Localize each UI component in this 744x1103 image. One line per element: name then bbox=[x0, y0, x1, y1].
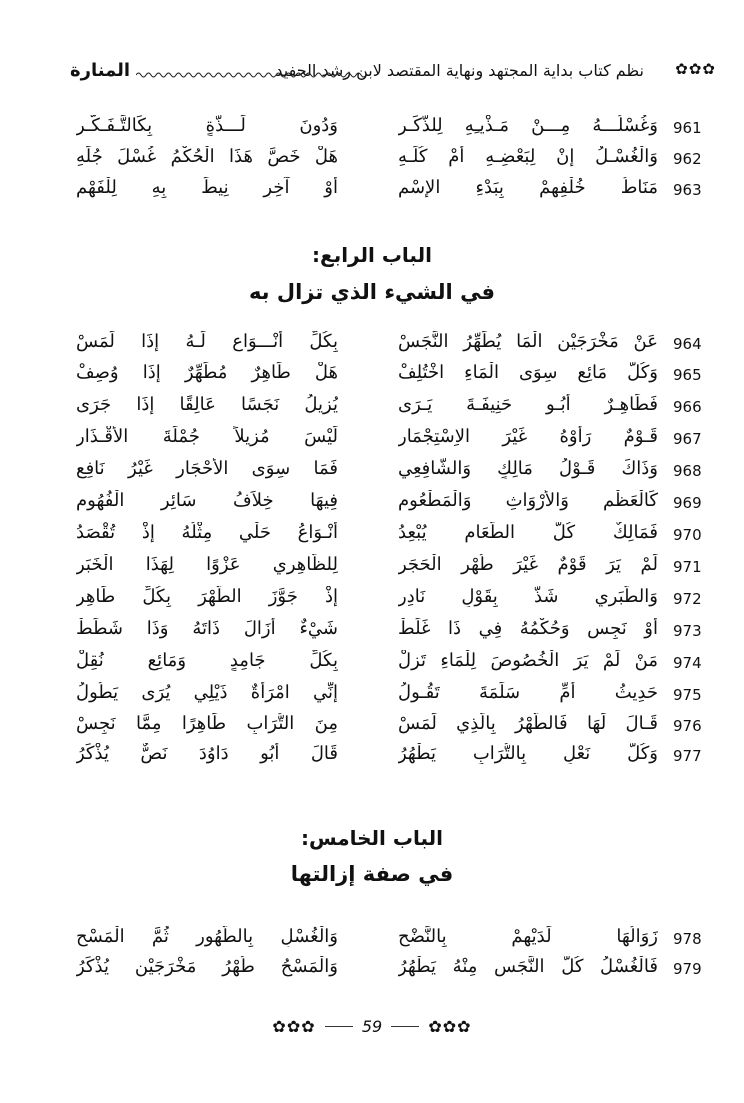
verse-second-hemistich: لَيْسَ مُزِيلاً جُمْلَةَ الأَقْـذَارِ bbox=[76, 426, 338, 447]
verse-second-hemistich: مِنَ التُّرَابِ طَاهِرًا مِمَّا نَجِسْ bbox=[76, 713, 338, 734]
verse-number: 966 bbox=[673, 398, 702, 416]
verse-number: 977 bbox=[673, 747, 702, 765]
verse-row bbox=[70, 331, 720, 361]
verse-first-hemistich: كَالْعَظْمِ وَالأَرْوَاثِ وَالْمَطْعُومِ bbox=[398, 490, 658, 511]
verse-second-hemistich: قَالَ أَبُو دَاوُدَ نَصٌّ يُذْكَرُ bbox=[76, 743, 338, 764]
verse-first-hemistich: وَكُلُّ نَعْلٍ بِالتُّرَابِ يَطْهُرُ bbox=[398, 743, 658, 764]
verse-number: 964 bbox=[673, 335, 702, 353]
verse-first-hemistich: قَـالَ لَهَا فَالطُّهْرُ بِالَّذِي لَمَسْ bbox=[398, 713, 658, 734]
verse-second-hemistich: إِنِّي امْرَأَةٌ ذَيْلِي يُرَى يَطُولُ bbox=[76, 682, 338, 703]
verse-first-hemistich: أَوْ نَجِسٍ وَحُكْمُهُ فِي ذَا غَلَطْ bbox=[398, 618, 658, 639]
verse-row bbox=[70, 650, 720, 680]
verse-second-hemistich: وَالْمَسْحُ طُهْرُ مَخْرَجَيْنِ يُذْكَرُ bbox=[76, 956, 338, 977]
verse-first-hemistich: وَكُلُّ مَائِعٍ سِوَى الْمَاءِ اخْتُلِفْ bbox=[398, 362, 658, 383]
verse-first-hemistich: فَالْغُسْلُ كُلَّ النَّجَسِ مِنْهُ يَطْهُرُ bbox=[398, 956, 658, 977]
verse-number: 978 bbox=[673, 930, 702, 948]
verse-row bbox=[70, 146, 720, 176]
verse-row bbox=[70, 490, 720, 520]
verse-number: 962 bbox=[673, 150, 702, 168]
verse-first-hemistich: فَطَاهِـرٌ أَبُـو حَنِيفَـةَ يَـرَى bbox=[398, 394, 658, 415]
verse-second-hemistich: وَدُونَ لَـــذَّةٍ بِكَالتَّـفَـكُّـرِ bbox=[76, 115, 338, 136]
verse-row bbox=[70, 426, 720, 456]
verse-row bbox=[70, 926, 720, 956]
verse-second-hemistich: وَالْغُسْلِ بِالطَّهُورِ ثُمَّ الْمَسْحِ bbox=[76, 926, 338, 947]
header-ornament-icon: ✿✿✿ bbox=[675, 60, 716, 78]
verse-first-hemistich: لَمْ يَرَ قَوْمٌ غَيْرَ طُهْرِ الْحَجَرِ bbox=[398, 554, 658, 575]
footer-rule bbox=[391, 1026, 419, 1027]
verse-row bbox=[70, 956, 720, 986]
footer-ornament-icon: ✿✿✿ bbox=[272, 1017, 316, 1036]
verse-number: 975 bbox=[673, 686, 702, 704]
section-heading: الباب الرابع: bbox=[312, 243, 432, 267]
verse-second-hemistich: هَلْ طَاهِرٌ مُطَهِّرٌ إِذَا وُصِفْ bbox=[76, 362, 338, 383]
verse-row bbox=[70, 522, 720, 552]
verse-number: 970 bbox=[673, 526, 702, 544]
verse-second-hemistich: بِكُلِّ أَنْـــوَاعٍ لَـهُ إِذَا لَمَسْ bbox=[76, 331, 338, 352]
verse-second-hemistich: هَلْ خَصَّ هَذَا الْحُكْمُ غُسْلَ جُلِّهِ bbox=[76, 146, 338, 167]
header-wavy-rule bbox=[136, 71, 366, 79]
verse-first-hemistich: قَـوْمٌ رَأَوْهُ غَيْرَ الاِسْتِجْمَارِ bbox=[398, 426, 658, 447]
verse-second-hemistich: إِذْ جَوَّزَ الطُّهْرَ بِكُلِّ طَاهِرِ bbox=[76, 586, 338, 607]
verse-second-hemistich: فِيهَا خِلاَفُ سَائِرِ الْفُهُومِ bbox=[76, 490, 338, 511]
verse-row bbox=[70, 713, 720, 743]
verse-row bbox=[70, 618, 720, 648]
section-subheading: في صفة إزالتها bbox=[290, 862, 454, 886]
verse-row bbox=[70, 177, 720, 207]
verse-number: 972 bbox=[673, 590, 702, 608]
verse-second-hemistich: فَمَا سِوَى الأَحْجَارِ غَيْرُ نَافِعِ bbox=[76, 458, 338, 479]
chapter-title: المنارة bbox=[70, 60, 131, 81]
verse-number: 973 bbox=[673, 622, 702, 640]
verse-row bbox=[70, 554, 720, 584]
verse-number: 969 bbox=[673, 494, 702, 512]
verse-number: 965 bbox=[673, 366, 702, 384]
footer-rule bbox=[325, 1026, 353, 1027]
verse-first-hemistich: زَوَالُهَا لَدَيْهِمْ بِالنَّضْحِ bbox=[398, 926, 658, 947]
page-footer bbox=[0, 1016, 744, 1044]
verse-number: 979 bbox=[673, 960, 702, 978]
verse-second-hemistich: شَيْءٌ أَزَالَ ذَاتَهُ وَذَا شَطَطْ bbox=[76, 618, 338, 639]
verse-first-hemistich: مَنْ لَمْ يَرَ الْخُصُوصَ لِلْمَاءِ تَزِلْ bbox=[398, 650, 658, 671]
verse-first-hemistich: وَذَاكَ قَـوْلُ مَالِكٍ وَالشَّافِعِي bbox=[398, 458, 658, 479]
verse-number: 963 bbox=[673, 181, 702, 199]
footer-ornament-icon: ✿✿✿ bbox=[428, 1017, 472, 1036]
page-number: 59 bbox=[361, 1017, 383, 1036]
running-title: نظم كتاب بداية المجتهد ونهاية المقتصد لابن رشد الحفيد bbox=[275, 61, 644, 80]
verse-row bbox=[70, 586, 720, 616]
verse-number: 968 bbox=[673, 462, 702, 480]
verse-first-hemistich: حَدِيثُ أُمِّ سَلَمَةَ تَقُـولُ bbox=[398, 682, 658, 703]
verse-first-hemistich: وَغُسْلُـــهُ مِـــنْ مَـذْيـِهِ لِلذَّكَـرِ bbox=[398, 115, 658, 136]
verse-number: 971 bbox=[673, 558, 702, 576]
verse-first-hemistich: وَالطَّبَرِي شَذَّ بِقَوْلٍ نَادِرِ bbox=[398, 586, 658, 607]
verse-number: 961 bbox=[673, 119, 702, 137]
verse-second-hemistich: أَنْـوَاعُ حَلْيٍ مِثْلُهُ إِذْ تُقْصَدُ bbox=[76, 522, 338, 543]
verse-first-hemistich: وَالْغُسْـلُ إِنْ لِبَعْضِـهِ أَمْ كُلِّـهِ bbox=[398, 146, 658, 167]
section-heading: الباب الخامس: bbox=[300, 826, 444, 850]
verse-second-hemistich: أَوْ آخِرٍ نِيطَ بِهِ لِلْفَهْمِ bbox=[76, 177, 338, 198]
verse-first-hemistich: فَمَالِكٌ كُلَّ الطَّعَامِ يُبْعِدُ bbox=[398, 522, 658, 543]
verse-first-hemistich: مَنَاطُ خُلْفِهِمْ بِبَدْءِ الإِسْمِ bbox=[398, 177, 658, 198]
verse-second-hemistich: لِلظَّاهِرِي عَزْوًا لِهَذَا الْخَبَرِ bbox=[76, 554, 338, 575]
verse-row bbox=[70, 115, 720, 145]
verse-first-hemistich: عَنْ مَخْرَجَيْنِ الْمَا يُطَهِّرُ النَّجَسْ bbox=[398, 331, 658, 352]
verse-number: 976 bbox=[673, 717, 702, 735]
verse-second-hemistich: بِكُلِّ جَامِدٍ وَمَائِعٍ نُقِلْ bbox=[76, 650, 338, 671]
verse-row bbox=[70, 682, 720, 712]
verse-row bbox=[70, 362, 720, 392]
verse-row bbox=[70, 743, 720, 773]
verse-number: 967 bbox=[673, 430, 702, 448]
verse-second-hemistich: يُزِيلُ نَجَسًا عَالِقًا إِذَا جَرَى bbox=[76, 394, 338, 415]
page-header bbox=[70, 60, 716, 86]
verse-row bbox=[70, 394, 720, 424]
section-subheading: في الشيء الذي تزال به bbox=[248, 280, 496, 304]
verse-row bbox=[70, 458, 720, 488]
verse-number: 974 bbox=[673, 654, 702, 672]
